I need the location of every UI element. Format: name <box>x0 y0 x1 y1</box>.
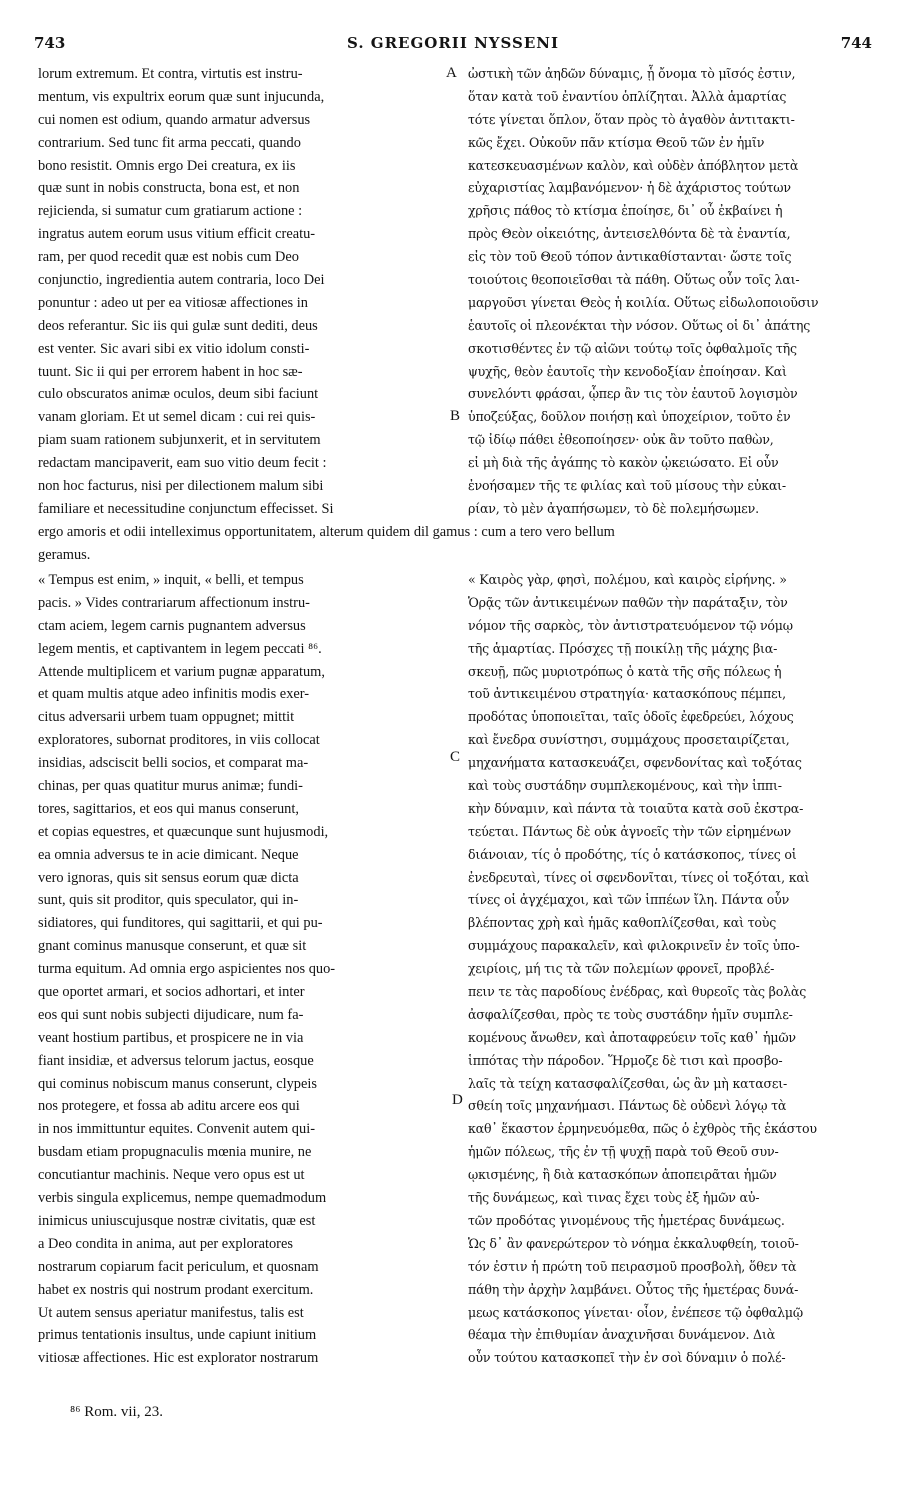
latin-text-line: ram, per quod recedit quæ est nobis cum Deo <box>38 249 299 266</box>
right-page-number: 744 <box>840 34 872 52</box>
greek-text-line: Ὁρᾷς τῶν ἀντικειμένων παθῶν τὴν παράταξιν, τὸν <box>468 594 788 610</box>
latin-text-line: non hoc facturus, nisi per dilectionem malum sibi <box>38 478 324 495</box>
latin-text-line: conjunctio, ingredientia autem contraria, loco Dei <box>38 272 325 289</box>
latin-text-line: ea omnia adversus te in acie dimicant. Neque <box>38 846 299 863</box>
margin-marker-b: B <box>450 408 461 424</box>
latin-text-line: habet ex nostris qui nostrum prodant exercitum. <box>38 1281 314 1298</box>
greek-text-line: σκευῇ, πῶς μυριοτρόπως ὁ κατὰ τῆς σῆς πόλεως ἡ <box>468 663 782 679</box>
latin-text-line: mentum, vis expultrix eorum quæ sunt injucunda, <box>38 88 325 105</box>
margin-marker-d: D <box>452 1092 463 1108</box>
latin-text-line: familiare et necessitudine conjunctum effecisset. Si <box>38 500 334 517</box>
greek-text-line: τεύεται. Πάντως δὲ οὐκ ἀγνοεῖς τὴν τῶν εἰρημένων <box>468 823 791 839</box>
greek-text-line: τοῦ ἀντικειμένου στρατηγία· κατασκόπους πέμπει, <box>468 686 786 702</box>
latin-text-line: veant hostium partibus, et prospicere ne in via <box>38 1029 304 1046</box>
greek-text-line: μηχανήματα κατασκευάζει, σφενδονίτας καὶ τοξότας <box>468 755 802 771</box>
greek-text-line: σκοτισθέντες ἐν τῷ αἰῶνι τούτῳ τοῖς ὀφθαλμοῖς τῆς <box>468 340 797 356</box>
greek-text-line: σθείη τοῖς μηχανήμασι. Πάντως δὲ οὐδενὶ λόγῳ τὰ <box>468 1098 787 1114</box>
full-width-tail: geramus. <box>38 546 91 563</box>
latin-text-line: vanam gloriam. Et ut semel dicam : cui rei quis- <box>38 409 316 426</box>
greek-text-line: τῆς δυνάμεως, καὶ τινας ἔχει τοὺς ἐξ ἡμῶν αὐ- <box>468 1190 760 1206</box>
latin-column-section-1 <box>38 63 442 521</box>
greek-text-line: μαργοῦσι γίνεται Θεὸς ἡ κοιλία. Οὕτως εἰδωλοποιοῦσιν <box>468 294 819 310</box>
greek-text-line: οὖν τούτου κατασκοπεῖ τὴν ἐν σοὶ δύναμιν ὁ πολέ- <box>468 1350 786 1366</box>
latin-text-line: ctam aciem, legem carnis pugnantem adversus <box>38 617 306 634</box>
latin-text-line: cui nomen est odium, quando armatur adversus <box>38 111 311 128</box>
greek-text-line: πάθη τὴν ἀρχὴν λαμβάνει. Οὗτος τῆς ἡμετέρας δυνά- <box>468 1281 799 1297</box>
latin-text-line: et copias equestres, et quæcunque sunt hujusmodi, <box>38 823 329 840</box>
latin-text-line: lorum extremum. Et contra, virtutis est instru- <box>38 66 303 82</box>
latin-column-section-2 <box>38 569 442 1370</box>
greek-text-line: κομένους ἄνωθεν, καὶ ἀποταφρεύειν τοῖς καθ᾽ ἡμῶν <box>468 1029 796 1045</box>
latin-text-line: citus adversarii urbem tuam oppugnet; mittit <box>38 709 295 726</box>
greek-text-line: καὶ ἔνεδρα συνίστησι, συμμάχους προσεταιρίζεται, <box>468 732 790 748</box>
left-page-number: 743 <box>34 34 66 52</box>
greek-text-line: ἑαυτοῖς οἱ πλεονέκται τὴν νόσον. Οὕτως οἱ δι᾽ ἀπάτης <box>468 317 811 333</box>
latin-text-line: chinas, per quas quatitur murus animæ; fundi- <box>38 778 303 795</box>
latin-text-line: sunt, quis sit proditor, quis speculator, qui in- <box>38 892 299 909</box>
greek-text-line: τῆς ἁμαρτίας. Πρόσχες τῇ ποικίλῃ τῆς μάχης βια- <box>468 640 778 656</box>
greek-text-line: εἰ μὴ διὰ τῆς ἀγάπης τὸ κακὸν ᾠκειώσατο. Εἰ οὖν <box>468 455 779 471</box>
latin-text-line: Attende multiplicem et varium pugnæ apparatum, <box>38 663 325 680</box>
latin-text-line: Ut autem sensus aperiatur manifestus, talis est <box>38 1304 304 1321</box>
latin-text-line: inimicus uniuscujusque nostræ civitatis, quæ est <box>38 1212 316 1229</box>
greek-text-line: πειν τε τὰς παροδίους ἐνέδρας, καὶ θυρεοῖς τὰς βολὰς <box>468 984 807 1000</box>
latin-text-line: pacis. » Vides contrariarum affectionum instru- <box>38 594 310 611</box>
greek-text-line: εἰς τὸν τοῦ Θεοῦ τόπον ἀντικαθίστανται· ὥστε τοῖς <box>468 249 792 265</box>
latin-text-line: gnant cominus manusque conserunt, et quæ sit <box>38 938 307 955</box>
latin-text-line: exploratores, subornat proditores, in viis collocat <box>38 732 320 749</box>
latin-text-line: qui cominus nobiscum manus conserunt, clypeis <box>38 1075 317 1092</box>
greek-text-line: ἀσφαλίζεσθαι, πρὸς τε τοὺς συστάδην ἡμῖν συμπλε- <box>468 1006 793 1022</box>
latin-text-line: vero ignoras, quis sit sensus eorum quæ dicta <box>38 869 299 886</box>
latin-text-line: eos qui sunt nobis subjecti dijudicare, num fa- <box>38 1006 304 1023</box>
greek-text-line: τοιούτοις θεοποιεῖσθαι τὰ πάθη. Οὕτως οὖν τοῖς λαι- <box>468 272 800 288</box>
latin-text-line: concutiantur machinis. Neque vero opus est ut <box>38 1167 305 1184</box>
latin-text-line: culo obscuratos animæ oculos, deum sibi faciunt <box>38 386 319 403</box>
latin-text-line: et quam multis atque adeo infinitis modis exer- <box>38 686 310 703</box>
latin-text-line: legem mentis, et captivantem in legem peccati ⁸⁶. <box>38 640 322 657</box>
greek-text-line: συμμάχους παρακαλεῖν, καὶ φιλοκρινεῖν ἐν τοῖς ὑπο- <box>468 938 800 954</box>
greek-text-line: βλέποντας χρὴ καὶ ἡμᾶς καθοπλίζεσθαι, καὶ τοὺς <box>468 915 777 931</box>
greek-text-line: τίνες οἱ ἀγχέμαχοι, καὶ τῶν ἱππέων ἴλη. Πάντα οὖν <box>468 892 790 908</box>
greek-text-line: ψυχῆς, θεὸν ἑαυτοῖς τὴν κενοδοξίαν ἐποίησαν. Καὶ <box>468 363 787 379</box>
greek-text-line: νόμον τῆς σαρκὸς, τὸν ἀντιστρατευόμενον τῷ νόμῳ <box>468 617 793 633</box>
margin-marker-c: C <box>450 749 461 765</box>
greek-text-line: συνελόντι φράσαι, ᾧπερ ἂν τις τὸν ἑαυτοῦ λογισμὸν <box>468 386 798 402</box>
greek-text-line: κὴν δύναμιν, καὶ πάντα τὰ τοιαῦτα κατὰ σοῦ ἐκστρα- <box>468 800 804 816</box>
latin-text-line: in nos immittuntur equites. Convenit autem qui- <box>38 1121 315 1138</box>
full-width-text: ergo amoris et odii intelleximus opportunitatem, alterum quidem dil gamus : cum a tero vero bellum <box>38 524 615 540</box>
greek-text-line: καθ᾽ ἕκαστον ἑρμηνευόμεθα, πῶς ὁ ἐχθρὸς τῆς ἑκάστου <box>468 1121 817 1137</box>
greek-text-line: ὅταν κατὰ τοῦ ἐναντίου ὁπλίζηται. Ἀλλὰ ἁμαρτίας <box>468 88 787 104</box>
latin-text-line: « Tempus est enim, » inquit, « belli, et tempus <box>38 572 304 588</box>
latin-text-line: contrarium. Sed tunc fit arma peccati, quando <box>38 134 301 151</box>
greek-column-section-2 <box>468 569 878 1370</box>
greek-text-line: προδότας ὑποποιεῖται, ταῖς ὁδοῖς ἐφεδρεύει, λόχους <box>468 709 794 725</box>
greek-text-line: κατεσκευασμένων καλὸν, καὶ οὐδὲν ἀπόβλητον μετὰ <box>468 157 799 173</box>
latin-text-line: tuunt. Sic ii qui per errorem habent in hoc sæ- <box>38 363 303 380</box>
latin-text-line: primus tentationis insultus, unde capiunt initium <box>38 1327 317 1344</box>
greek-text-line: τόν ἐστιν ἡ πρώτη τοῦ πειρασμοῦ προσβολὴ, ὅθεν τὰ <box>468 1258 797 1274</box>
greek-text-line: « Καιρὸς γὰρ, φησὶ, πολέμου, καὶ καιρὸς εἰρήνης. » <box>468 572 787 587</box>
greek-text-line: καὶ τοὺς συστάδην συμπλεκομένους, καὶ τὴν ἱππι- <box>468 778 782 794</box>
latin-text-line: sidiatores, qui funditores, qui sagittarii, et qui pu- <box>38 915 323 932</box>
greek-text-line: ἐνεδρευταὶ, τίνες οἱ σφενδονῖται, τίνες οἱ τοξόται, καὶ <box>468 869 810 885</box>
greek-text-line: ῳκισμένης, ἢ διὰ κατασκόπων ἀποπειρᾶται ἡμῶν <box>468 1167 777 1183</box>
full-width-line <box>38 521 878 567</box>
latin-text-line: bono resistit. Omnis ergo Dei creatura, ex iis <box>38 157 296 174</box>
greek-text-line: ἡμῶν πόλεως, τῆς ἐν τῇ ψυχῇ παρὰ τοῦ Θεοῦ συν- <box>468 1144 779 1160</box>
greek-text-line: ρίαν, τὸ μὲν ἀγαπήσωμεν, τὸ δὲ πολεμήσωμεν. <box>468 500 759 516</box>
greek-text-line: διάνοιαν, τίς ὁ προδότης, τίς ὁ κατάσκοπος, τίνες οἱ <box>468 846 797 862</box>
latin-text-line: deos referantur. Sic iis qui gulæ sunt dediti, deus <box>38 317 318 334</box>
running-header <box>34 34 872 58</box>
latin-text-line: ingratus autem eorum usus vitium efficit creatu- <box>38 226 316 243</box>
latin-text-line: a Deo condita in anima, aut per exploratores <box>38 1235 293 1252</box>
running-title: S. GREGORII NYSSENI <box>347 34 559 52</box>
greek-text-line: κῶς ἔχει. Οὐκοῦν πᾶν κτίσμα Θεοῦ τῶν ἐν ἡμῖν <box>468 134 765 150</box>
margin-marker-a: A <box>446 65 457 81</box>
latin-text-line: vitiosæ affectiones. Hic est explorator nostrarum <box>38 1350 319 1367</box>
greek-text-line: θέαμα τὴν ἐπιθυμίαν ἀναχινῆσαι δυνάμενον. Διὰ <box>468 1327 775 1343</box>
greek-text-line: χειρίοις, μή τις τὰ τῶν πολεμίων φρονεῖ, προβλέ- <box>468 961 775 977</box>
latin-text-line: insidias, adsciscit belli socios, et comparat ma- <box>38 755 309 772</box>
latin-text-line: redactam mancipaverit, eam suo vitio deum fecit : <box>38 455 327 472</box>
greek-text-line: μεως κατάσκοπος γίνεται· οἷον, ἐνέπεσε τῷ ὀφθαλμῷ <box>468 1304 803 1320</box>
greek-text-line: ὑποζεύξας, δοῦλον ποιήσῃ καὶ ὑποχείριον, τοῦτο ἐν <box>468 409 791 425</box>
greek-column-section-1 <box>468 63 878 521</box>
greek-text-line: χρῆσις πάθος τὸ κτίσμα ἐποίησε, δι᾽ οὗ ἐκβαίνει ἡ <box>468 203 783 219</box>
latin-text-line: busdam etiam propugnaculis mœnia munire, ne <box>38 1144 312 1161</box>
greek-text-line: ὠστικὴ τῶν ἀηδῶν δύναμις, ᾗ ὄνομα τὸ μῖσός ἐστιν, <box>468 66 796 81</box>
latin-text-line: est venter. Sic avari sibi ex vitio idolum consti- <box>38 340 310 357</box>
latin-text-line: verbis singula explicemus, nempe quemadmodum <box>38 1190 327 1207</box>
greek-text-line: λαῖς τὰ τείχη κατασφαλίζεσθαι, ὡς ἂν μὴ κατασει- <box>468 1075 788 1091</box>
latin-text-line: rejicienda, si sumatur cum gratiarum actione : <box>38 203 303 220</box>
greek-text-line: ἱππότας τὴν πάροδον. Ἥρμοζε δὲ τισι καὶ προσβο- <box>468 1052 783 1068</box>
latin-text-line: turma equitum. Ad omnia ergo aspicientes nos quo- <box>38 961 336 978</box>
latin-text-line: que oportet armari, et socios adhortari, et inter <box>38 984 305 1001</box>
latin-text-line: fiant insidiæ, et adversus telorum jactus, eosque <box>38 1052 314 1069</box>
latin-text-line: piam suam rationem subjunxerit, et in servitutem <box>38 432 321 449</box>
latin-text-line: tores, sagittarios, et eos qui manus conserunt, <box>38 800 299 817</box>
footnote: ⁸⁶ Rom. vii, 23. <box>70 1404 163 1420</box>
latin-text-line: quæ sunt in nobis constructa, bona est, et non <box>38 180 300 197</box>
greek-text-line: ἐνοήσαμεν τῆς τε φιλίας καὶ τοῦ μίσους τὴν εὐκαι- <box>468 478 786 494</box>
greek-text-line: Ὡς δ᾽ ἂν φανερώτερον τὸ νόημα ἐκκαλυφθείη, τοιοῦ- <box>468 1235 799 1251</box>
latin-text-line: nos protegere, et fossa ab aditu arcere eos qui <box>38 1098 300 1115</box>
greek-text-line: πρὸς Θεὸν οἰκειότης, ἀντεισελθόντα δὲ τὰ ἐναντία, <box>468 226 791 242</box>
latin-text-line: ponuntur : adeo ut per ea vitiosæ affectiones in <box>38 294 308 311</box>
greek-text-line: τῷ ἰδίῳ πάθει ἐθεοποίησεν· οὐκ ἂν τοῦτο παθὼν, <box>468 432 774 448</box>
greek-text-line: τῶν προδότας γινομένους τῆς ἡμετέρας δυνάμεως. <box>468 1212 785 1228</box>
greek-text-line: τότε γίνεται ὅπλον, ὅταν πρὸς τὸ ἀγαθὸν ἀντιτακτι- <box>468 111 795 127</box>
greek-text-line: εὐχαριστίας λαμβανόμενον· ἡ δὲ ἀχάριστος τούτων <box>468 180 791 196</box>
latin-text-line: nostrarum copiarum facit periculum, et quosnam <box>38 1258 319 1275</box>
